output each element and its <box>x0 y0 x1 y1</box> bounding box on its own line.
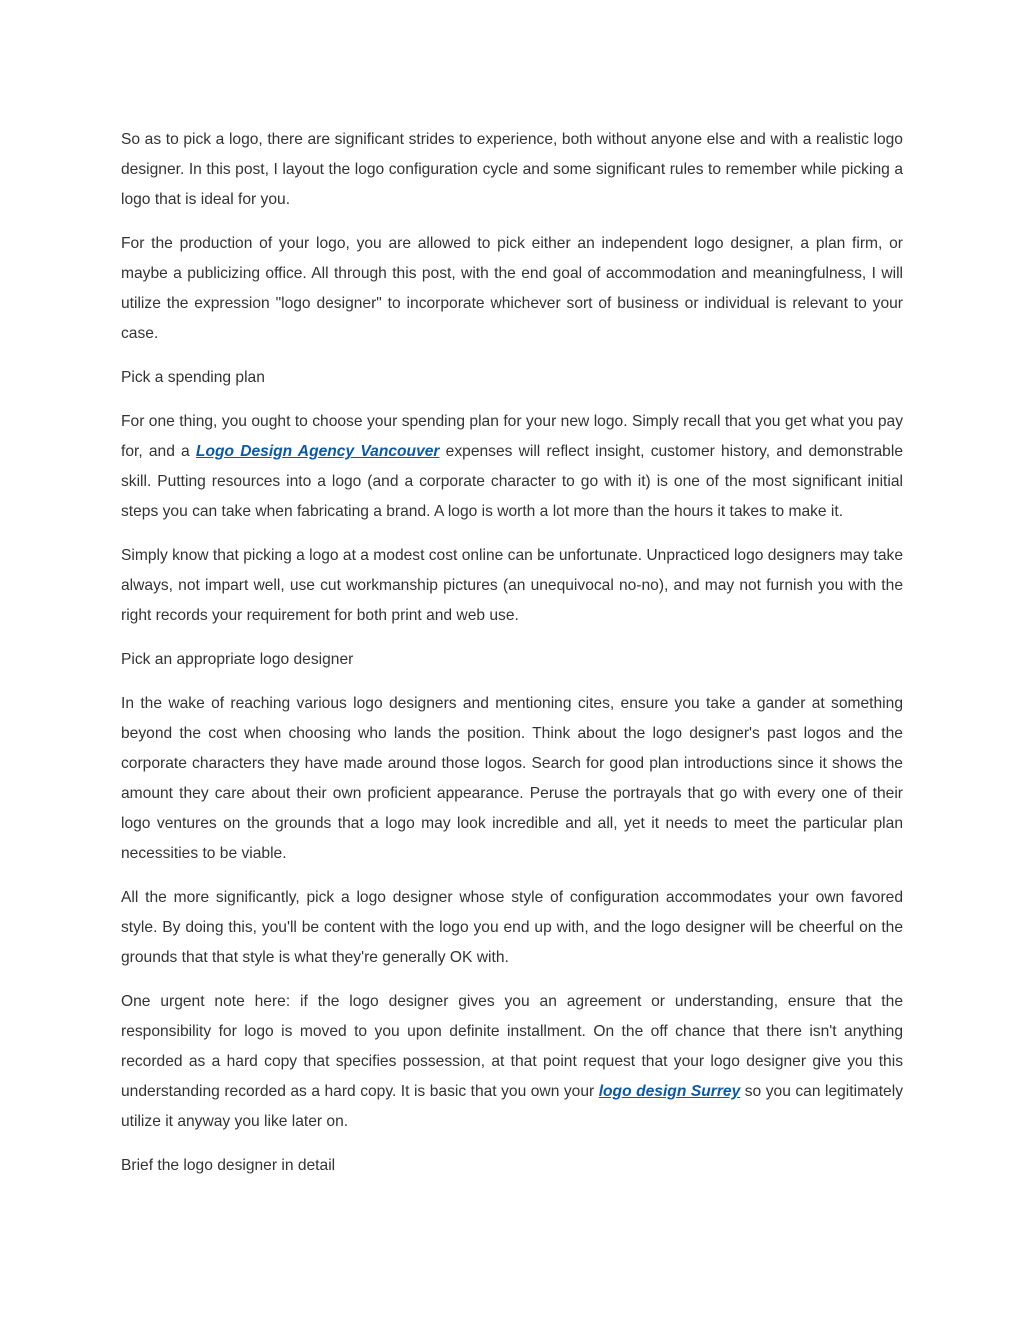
paragraph-ownership-text-start: One urgent note here: if the logo designer gives you an agreement or understanding, ensure that the responsibility for logo is moved to you upon definite installment. On the off chance that there isn't anything recorded as a hard copy that specifies possession, at that point request that your logo designer give you this understanding recorded as a hard copy. It is basic that you own your <box>121 993 903 1100</box>
paragraph-ownership <box>121 987 903 1137</box>
heading-spending-plan: Pick a spending plan <box>121 369 265 386</box>
link-logo-design-agency-vancouver[interactable]: Logo Design Agency Vancouver <box>195 443 440 460</box>
paragraph-budget-text-end: expenses will reflect insight, customer history, and demonstrable skill. Putting resources into a logo (and a corporate character to go with it) is one of the most significant initial steps you can take when fabricating a brand. A logo is worth a lot more than the hours it takes to make it. <box>121 443 903 520</box>
paragraph-intro: So as to pick a logo, there are significant strides to experience, both without anyone else and with a realistic logo designer. In this post, I layout the logo configuration cycle and some significant rules to remember while picking a logo that is ideal for you. <box>121 131 903 208</box>
link-logo-design-surrey[interactable]: logo design Surrey <box>598 1083 741 1100</box>
paragraph-production: For the production of your logo, you are allowed to pick either an independent logo designer, a plan firm, or maybe a publicizing office. All through this post, with the end goal of accommodation and meaningfulness, I will utilize the expression "logo designer" to incorporate whichever sort of business or individual is relevant to your case. <box>121 235 903 342</box>
document-body <box>121 125 903 1195</box>
paragraph-budget-text-start: For one thing, you ought to choose your spending plan for your new logo. Simply recall that you get what you pay for, and a <box>121 413 903 460</box>
heading-appropriate-designer: Pick an appropriate logo designer <box>121 651 354 668</box>
paragraph-ownership-text-end: so you can legitimately utilize it anyway you like later on. <box>121 1083 903 1130</box>
paragraph-budget <box>121 407 903 527</box>
paragraph-modest-cost: Simply know that picking a logo at a modest cost online can be unfortunate. Unpracticed logo designers may take always, not impart well, use cut workmanship pictures (an unequivocal no-no), and may not furnish you with the right records your requirement for both print and web use. <box>121 547 903 624</box>
heading-brief-designer: Brief the logo designer in detail <box>121 1157 336 1174</box>
paragraph-choosing-designer: In the wake of reaching various logo designers and mentioning cites, ensure you take a gander at something beyond the cost when choosing who lands the position. Think about the logo designer's past logos and the corporate characters they have made around those logos. Search for good plan introductions since it shows the amount they care about their own proficient appearance. Peruse the portrayals that go with every one of their logo ventures on the grounds that a logo may look incredible and all, yet it needs to meet the particular plan necessities to be viable. <box>121 695 903 862</box>
paragraph-style: All the more significantly, pick a logo designer whose style of configuration accommodates your own favored style. By doing this, you'll be content with the logo you end up with, and the logo designer will be cheerful on the grounds that that style is what they're generally OK with. <box>121 889 903 966</box>
